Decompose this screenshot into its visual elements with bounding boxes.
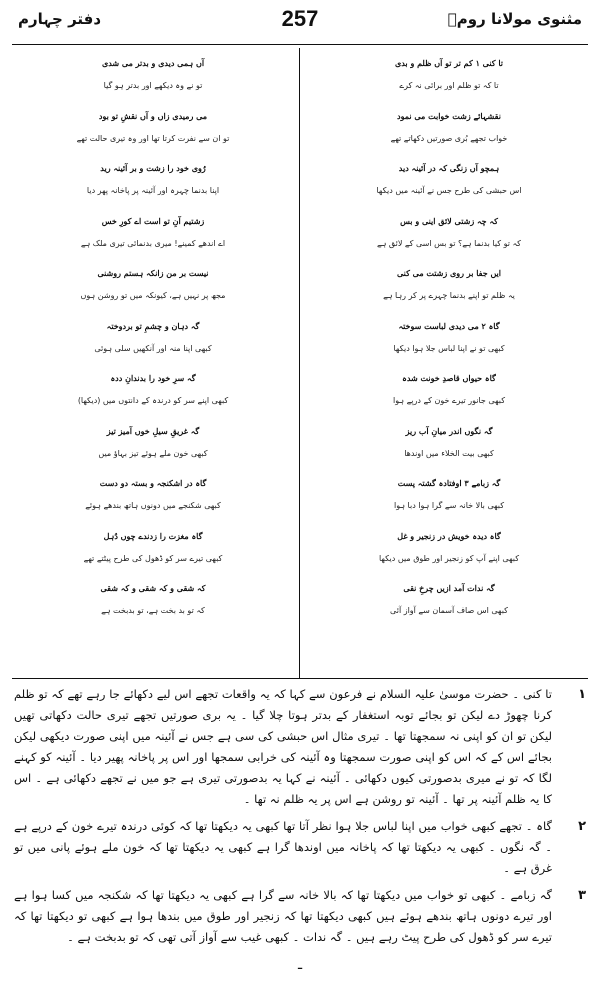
verse-text: کہ شقی و کہ شقی و کہ شقی: [100, 583, 206, 593]
verse-couplet: [314, 575, 584, 628]
verse-translation: کبھی اس صاف آسمان سے آواز آئی: [390, 606, 508, 615]
footnote-number: ۱: [578, 687, 586, 702]
footnote-number: ۲: [578, 819, 586, 834]
verse-translation: یہ ظلم تو اپنے بدنما چہرے پر کر رہا ہے: [383, 291, 515, 300]
verse-couplet: [18, 418, 288, 471]
verse-couplet: [314, 523, 584, 576]
verse-text: گاہ مغزت را زدندے چوں دُہل: [103, 530, 203, 541]
verse-text: نقشہائے زشت خوابت می نمود: [397, 110, 501, 121]
verse-text: ہمچو آں زنگی کہ در آئینہ دید: [398, 163, 500, 173]
footnotes: [14, 684, 586, 954]
verse-column-left: [18, 50, 288, 628]
verse-translation: کبھی شکنجے میں دونوں ہاتھ بندھے ہوئے: [85, 501, 221, 510]
verse-column-right: [314, 50, 584, 628]
verse-couplet: [18, 523, 288, 576]
verse-couplet: [18, 260, 288, 313]
verse-translation: تا کہ تو ظلم اور برائی نہ کرے: [399, 81, 499, 90]
verse-text: ایں جفا بر روی زشتت می کنی: [397, 268, 501, 278]
footnote: [14, 816, 586, 879]
verse-couplet: [18, 365, 288, 418]
verse-couplet: [314, 313, 584, 366]
verse-text: کہ چہ زشتی لائق اینی و بس: [400, 215, 498, 226]
footnote-text: تا کنی ۔ حضرت موسیٰ علیہ السلام نے فرعون سے کہا کہ یہ واقعات تجھے اس لیے دکھائے جا رہے تھے کہ تو ظلم کرنا چھوڑ دے لیکن تو بجائے توبہ استغفار کے بدتر ہوتا چلا گیا ۔ یہ بری صورتیں تجھے تیری حالت دکھاتی تھیں لیکن تو ان کو اپنی نہ سمجھتا تھا ۔ تیری مثال اس حبشی کی سی ہے جس نے آئینہ میں اپنی صورت دیکھی لیکن بجائے اس کے کہ اس کو اپنی صورت سمجھتا وہ آئینہ کی خرابی سمجھا اور اس پر پاخانہ پھیر دیا ۔ آئینہ کو کہنے لگا کہ تو نے میری بدصورتی کیوں دکھائی ۔ آئینہ نے کہا یہ بدصورتی تیری ہے جو میں نے تجھے دکھائی ہے ۔ اس کا یہ ظلم آئینہ پر تھا ۔ آئینہ تو روشن ہے اس پر یہ ظلم نہ تھا ۔: [14, 687, 552, 806]
verse-text: نیست بر من زانکہ ہستم روشنی: [97, 268, 209, 278]
column-divider: [299, 48, 300, 678]
verse-text: گہ دہان و چشمِ تو بردوختہ: [106, 320, 200, 331]
verse-text: رُوی خود را زشت و بر آئینہ رید: [100, 163, 206, 173]
verse-text: تا کنی ۱ کم تر تو آں ظلم و بدی: [394, 58, 504, 68]
verse-text: گاہ ۲ می دیدی لباست سوختہ: [398, 320, 500, 331]
verse-text: گاہ دیدہ خویش در زنجیر و غل: [397, 530, 501, 541]
footnote-number: ۳: [578, 888, 586, 903]
verse-couplet: [314, 418, 584, 471]
footnote-text: گاہ ۔ تجھے کبھی خواب میں اپنا لباس جلا ہوا نظر آتا تھا کبھی یہ دیکھتا تھا کہ کوئی درندہ تیرے خون کے درپے ہے ۔ گہ نگوں ۔ کبھی یہ دیکھتا تھا کہ پاخانہ میں اوندھا گرا ہے کبھی یہ دیکھتا تھا کہ خون ملے ہوئے پانی میں تو غرق ہے ۔: [14, 819, 552, 875]
verse-couplet: [18, 575, 288, 628]
verse-text: آں ہمی دیدی و بدتر می شدی: [101, 58, 205, 68]
verse-translation: کبھی بیت الخلاء میں اوندھا: [404, 448, 494, 458]
verse-translation: کبھی تیرے سر کو ڈھول کی طرح پیٹتے تھے: [83, 553, 223, 563]
verse-couplet: [314, 470, 584, 523]
footnote-text: گہ زبامے ۔ کبھی تو خواب میں دیکھتا تھا کہ بالا خانہ سے گرا ہے کبھی یہ دیکھتا تھا کہ شکنجہ میں کسا ہوا ہے اور تیرے دونوں ہاتھ بندھے ہوئے ہیں کبھی دیکھتا تھا کہ زنجیر اور طوق میں بندھا ہوا ہے کبھی تو دیکھتا تھا کہ تیرے سر کو ڈھول کی طرح پیٹ رہے ہیں ۔ گہ ندات ۔ کبھی غیب سے آواز آتی تھی کہ تو بدبخت ہے ۔: [14, 888, 552, 944]
verse-couplet: [314, 365, 584, 418]
verse-translation: کبھی اپنے آپ کو زنجیر اور طوق میں دیکھا: [378, 553, 520, 563]
verse-couplet: [18, 470, 288, 523]
verse-text: زشتیم آنِ تو است اے کورِ خس: [101, 215, 205, 226]
verse-couplet: [18, 313, 288, 366]
verse-text: گاہ در اشکنجہ و بستہ دو دست: [99, 478, 207, 488]
verse-couplet: [314, 50, 584, 103]
verse-couplet: [314, 260, 584, 313]
verse-couplet: [18, 155, 288, 208]
verse-text: گہ نگوں اندر میانِ آب ریز: [405, 425, 493, 436]
verse-translation: اپنا بدنما چہرہ اور آئینہ پر پاخانہ پھر دیا: [86, 186, 220, 195]
verse-translation: مجھ پر نہیں ہے، کیونکہ میں تو روشن ہوں: [80, 291, 226, 300]
footnote-rule: [12, 678, 588, 679]
verse-translation: کبھی بالا خانہ سے گرا ہوا دبا ہوا: [393, 501, 505, 510]
verse-couplet: [18, 50, 288, 103]
verse-text: گہ ندات آمد ازیں چرخِ نقی: [403, 583, 495, 593]
verse-translation: اس حبشی کی طرح جس نے آئینہ میں دیکھا: [376, 186, 522, 195]
footnote: [14, 684, 586, 810]
verse-translation: تو ان سے نفرت کرتا تھا اور وہ تیری حالت تھے: [76, 133, 230, 143]
verse-translation: خواب تجھے بُری صورتیں دکھاتے تھے: [390, 133, 508, 143]
verse-text: گہ سرِ خود را بدندانِ ددہ: [110, 373, 196, 383]
verse-couplet: [314, 103, 584, 156]
verse-translation: کہ تو بد بخت ہے، تو بدبخت ہے: [101, 606, 205, 615]
verse-couplet: [314, 208, 584, 261]
verse-translation: کبھی جانور تیرے خون کے درپے ہوا: [392, 396, 505, 405]
verse-text: گہ زبامے ۳ اوفتادہ گشتہ پست: [397, 478, 501, 488]
verse-translation: تو نے وہ دیکھے اور بدتر ہو گیا: [103, 81, 203, 90]
verse-translation: کبھی اپنے سر کو درندہ کے دانتوں میں (دیکھا): [77, 396, 229, 405]
verse-text: گہ غریقِ سیلِ خوں آمیز تیز: [106, 425, 200, 436]
verse-couplet: [314, 155, 584, 208]
volume-title: دفتر چہارم: [18, 10, 102, 28]
page-header: [18, 6, 582, 40]
verse-text: می رمیدی زاں و آں نقشِ تو بود: [98, 110, 208, 121]
page-end-mark: ـ: [297, 957, 303, 973]
verse-translation: اے اندھے کمینے! میری بدنمائی تیری ملک ہے: [80, 238, 226, 248]
verse-couplet: [18, 103, 288, 156]
page-number: 257: [281, 6, 319, 31]
verse-translation: کبھی خون ملے ہوئے تیز بہاؤ میں: [98, 448, 208, 458]
verse-text: گاہ حیواں قاصدِ خونت شدہ: [402, 373, 496, 383]
verse-translation: کہ تو کیا بدنما ہے؟ تو بس اسی کے لائق ہے: [377, 238, 521, 248]
verse-couplet: [18, 208, 288, 261]
verse-translation: کبھی تو نے اپنا لباس جلا ہوا دیکھا: [393, 343, 505, 353]
header-rule: [12, 44, 588, 45]
footnote: [14, 885, 586, 948]
book-title: مثنوی مولانا رومؒ: [447, 10, 582, 28]
verse-translation: کبھی اپنا منہ اور آنکھیں سلی ہوئی: [94, 343, 212, 353]
